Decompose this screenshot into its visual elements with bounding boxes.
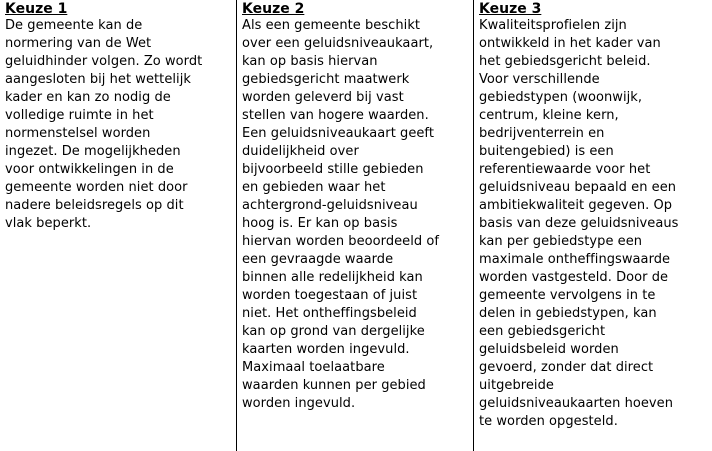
keuze-2-column [237, 0, 474, 451]
keuze-1-text-line: normenstelsel worden [5, 126, 151, 141]
keuze-3-text-line: het gebiedsgericht beleid. [479, 54, 651, 69]
keuze-1-text-line: De gemeente kan de [5, 18, 143, 33]
keuze-3-text-line: referentiewaarde voor het [479, 162, 651, 177]
keuze-2-text-line: Een geluidsniveaukaart geeft [242, 126, 434, 141]
keuze-1-text-line: ingezet. De mogelijkheden [5, 144, 181, 159]
keuze-1-text-line: vlak beperkt. [5, 216, 92, 231]
keuze-3-text-line: gemeente vervolgens in te [479, 288, 656, 303]
keuze-2-text-line: Maximaal toelaatbare [242, 360, 385, 375]
keuze-2-text-line: binnen alle redelijkheid kan [242, 270, 423, 285]
keuze-2-text-line: worden toegestaan of juist [242, 288, 418, 303]
keuze-2-text-line: kaarten worden ingevuld. [242, 342, 410, 357]
keuze-2-text-line: achtergrond-geluidsniveau [242, 198, 418, 213]
keuze-2-text-line: hoog is. Er kan op basis [242, 216, 398, 231]
keuze-3-text-line: gebiedstypen (woonwijk, [479, 90, 643, 105]
keuze-1-body [5, 17, 236, 233]
keuze-3-text-line: kan per gebiedstype een [479, 234, 643, 249]
keuze-1-text-line: geluidhinder volgen. Zo wordt [5, 54, 203, 69]
keuze-3-text-line: delen in gebiedstypen, kan [479, 306, 657, 321]
keuze-2-text-line: en gebieden waar het [242, 180, 386, 195]
keuze-2-text-line: gebiedsgericht maatwerk [242, 72, 410, 87]
keuze-3-text-line: maximale ontheffingswaarde [479, 252, 671, 267]
keuze-3-text-line: buitengebied) is een [479, 144, 614, 159]
keuze-3-column [474, 0, 712, 451]
keuze-2-text-line: duidelijkheid over [242, 144, 359, 159]
keuze-3-text-line: geluidsniveau bepaald en een [479, 180, 677, 195]
keuze-3-text-line: een gebiedsgericht [479, 324, 606, 339]
keuze-3-body [479, 17, 712, 431]
keuze-2-text-line: worden ingevuld. [242, 396, 356, 411]
keuze-1-text-line: nadere beleidsregels op dit [5, 198, 184, 213]
keuze-3-text-line: ontwikkeld in het kader van [479, 36, 661, 51]
keuze-3-text-line: ambitiekwaliteit gegeven. Op [479, 198, 673, 213]
keuze-3-text-line: Voor verschillende [479, 72, 600, 87]
keuze-3-text-line: worden vastgesteld. Door de [479, 270, 669, 285]
keuze-3-text-line: Kwaliteitsprofielen zijn [479, 18, 627, 33]
keuze-2-text-line: een gevraagde waarde [242, 252, 394, 267]
keuze-3-text-line: gevoerd, zonder dat direct [479, 360, 654, 375]
keuze-3-text-line: bedrijventerrein en [479, 126, 605, 141]
keuze-2-text-line: worden geleverd bij vast [242, 90, 404, 105]
keuze-1-text-line: gemeente worden niet door [5, 180, 188, 195]
keuze-2-text-line: bijvoorbeeld stille gebieden [242, 162, 424, 177]
keuze-2-text-line: niet. Het ontheffingsbeleid [242, 306, 417, 321]
keuze-1-title: Keuze 1 [5, 1, 68, 17]
keuze-2-text-line: stellen van hogere waarden. [242, 108, 429, 123]
keuze-1-column [0, 0, 237, 451]
keuze-3-text-line: geluidsbeleid worden [479, 342, 619, 357]
keuze-1-text-line: normering van de Wet [5, 36, 152, 51]
keuze-3-title: Keuze 3 [479, 1, 542, 17]
keuze-3-text-line: geluidsniveaukaarten hoeven [479, 396, 674, 411]
keuze-2-text-line: over een geluidsniveaukaart, [242, 36, 434, 51]
keuze-2-text-line: kan op grond van dergelijke [242, 324, 425, 339]
keuze-3-text-line: te worden opgesteld. [479, 414, 618, 429]
keuze-1-text-line: voor ontwikkelingen in de [5, 162, 174, 177]
keuze-3-text-line: basis van deze geluidsniveaus [479, 216, 679, 231]
keuze-3-text-line: uitgebreide [479, 378, 554, 393]
keuze-2-text-line: kan op basis hiervan [242, 54, 378, 69]
keuze-1-text-line: aangesloten bij het wettelijk [5, 72, 191, 87]
keuze-2-text-line: hiervan worden beoordeeld of [242, 234, 439, 249]
keuze-1-text-line: kader en kan zo nodig de [5, 90, 171, 105]
keuze-3-text-line: centrum, kleine kern, [479, 108, 619, 123]
keuze-1-text-line: volledige ruimte in het [5, 108, 154, 123]
keuze-2-text-line: waarden kunnen per gebied [242, 378, 426, 393]
keuze-2-body [242, 17, 473, 413]
keuze-2-text-line: Als een gemeente beschikt [242, 18, 421, 33]
keuze-2-title: Keuze 2 [242, 1, 305, 17]
